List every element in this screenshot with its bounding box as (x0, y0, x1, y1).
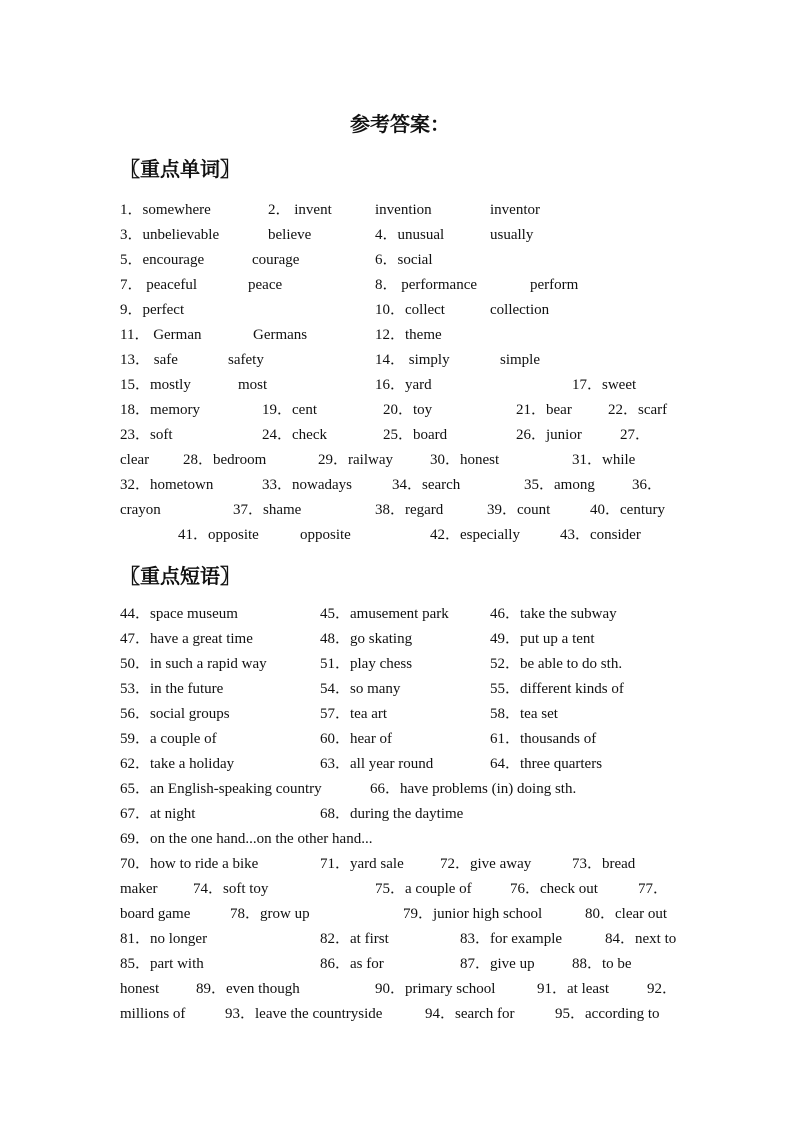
list-row (0, 223, 800, 247)
list-item: most (238, 377, 268, 393)
list-row (0, 702, 800, 726)
list-item: 62．take a holiday (120, 756, 235, 772)
list-item: 27． (620, 427, 651, 443)
list-item: clear (120, 452, 150, 468)
list-item: 77． (638, 881, 669, 897)
list-row (0, 627, 800, 651)
list-row (0, 952, 800, 976)
list-item: 26．junior (516, 427, 582, 443)
list-item: 63．all year round (320, 756, 434, 772)
list-item: 43．consider (560, 527, 641, 543)
list-row (0, 348, 800, 372)
list-row (0, 1002, 800, 1026)
list-row (0, 198, 800, 222)
list-row (0, 523, 800, 547)
list-item: 15．mostly (120, 377, 191, 393)
list-item: 36． (632, 477, 663, 493)
list-item: 57．tea art (320, 706, 388, 722)
list-item: 14． simply (375, 352, 450, 368)
list-item: 68．during the daytime (320, 806, 464, 822)
list-item: 64．three quarters (490, 756, 603, 772)
list-item: 74．soft toy (193, 881, 269, 897)
list-item: 58．tea set (490, 706, 558, 722)
list-item: 44．space museum (120, 606, 238, 622)
list-item: millions of (120, 1006, 186, 1022)
list-item: 92． (647, 981, 678, 997)
list-item: 48．go skating (320, 631, 413, 647)
list-item: 21．bear (516, 402, 572, 418)
list-row (0, 877, 800, 901)
list-row (0, 323, 800, 347)
list-item: 89．even though (196, 981, 300, 997)
list-row (0, 448, 800, 472)
list-item: 9．perfect (120, 302, 185, 318)
list-item: collection (490, 302, 550, 318)
list-item: 2． invent (268, 202, 332, 218)
list-item: 28．bedroom (183, 452, 267, 468)
list-item: 29．railway (318, 452, 393, 468)
list-item: 49．put up a tent (490, 631, 595, 647)
list-row (0, 423, 800, 447)
list-item: 73．bread (572, 856, 636, 872)
list-item: 8． performance (375, 277, 478, 293)
list-row (0, 977, 800, 1001)
list-item: peace (248, 277, 283, 293)
list-item: 60．hear of (320, 731, 393, 747)
list-item: 72．give away (440, 856, 532, 872)
list-item: 75．a couple of (375, 881, 472, 897)
list-item: 10．collect (375, 302, 445, 318)
list-row (0, 602, 800, 626)
section-heading-key-words: 〖重点单词〗 (120, 157, 240, 181)
list-item: 5．encourage (120, 252, 205, 268)
list-item: 41．opposite (178, 527, 259, 543)
list-item: safety (228, 352, 264, 368)
list-item: 24．check (262, 427, 327, 443)
section-heading-key-phrases: 〖重点短语〗 (120, 564, 240, 588)
list-row (0, 248, 800, 272)
list-item: crayon (120, 502, 161, 518)
list-item: 30．honest (430, 452, 500, 468)
list-row (0, 273, 800, 297)
list-item: 53．in the future (120, 681, 224, 697)
list-row (0, 827, 800, 851)
list-item: 35．among (524, 477, 595, 493)
list-item: 87．give up (460, 956, 535, 972)
list-item: 42．especially (430, 527, 520, 543)
list-item: 40．century (590, 502, 665, 518)
list-item: 1．somewhere (120, 202, 211, 218)
list-item: 82．at first (320, 931, 389, 947)
list-row (0, 927, 800, 951)
list-item: 95．according to (555, 1006, 660, 1022)
list-item: 19．cent (262, 402, 317, 418)
list-item: 33．nowadays (262, 477, 352, 493)
list-item: 84．next to (605, 931, 677, 947)
list-item: 55．different kinds of (490, 681, 624, 697)
list-item: 11． German (120, 327, 202, 343)
list-item: 86．as for (320, 956, 384, 972)
list-item: 13． safe (120, 352, 178, 368)
list-item: perform (530, 277, 579, 293)
list-item: 71．yard sale (320, 856, 404, 872)
list-item: 4．unusual (375, 227, 445, 243)
list-item: 18．memory (120, 402, 200, 418)
list-item: 67．at night (120, 806, 196, 822)
list-item: 12．theme (375, 327, 442, 343)
list-item: Germans (253, 327, 308, 343)
list-item: 37．shame (233, 502, 302, 518)
list-item: 85．part with (120, 956, 204, 972)
list-item: 61．thousands of (490, 731, 597, 747)
list-row (0, 473, 800, 497)
list-item: 31．while (572, 452, 636, 468)
list-row (0, 652, 800, 676)
list-item: 22．scarf (608, 402, 668, 418)
list-item: 46．take the subway (490, 606, 617, 622)
list-item: invention (375, 202, 432, 218)
list-row (0, 727, 800, 751)
list-item: 16．yard (375, 377, 432, 393)
list-row (0, 802, 800, 826)
list-item: 88．to be (572, 956, 632, 972)
list-item: 80．clear out (585, 906, 668, 922)
list-item: 79．junior high school (403, 906, 543, 922)
list-item: believe (268, 227, 312, 243)
list-item: 78．grow up (230, 906, 310, 922)
list-row (0, 298, 800, 322)
list-row (0, 398, 800, 422)
list-item: board game (120, 906, 191, 922)
list-row (0, 777, 800, 801)
list-item: 51．play chess (320, 656, 413, 672)
list-item: 17．sweet (572, 377, 637, 393)
list-item: 94．search for (425, 1006, 515, 1022)
list-item: 6．social (375, 252, 433, 268)
list-item: 39．count (487, 502, 551, 518)
list-item: 52．be able to do sth. (490, 656, 623, 672)
list-item: 50．in such a rapid way (120, 656, 267, 672)
list-item: 47．have a great time (120, 631, 253, 647)
list-item: courage (252, 252, 300, 268)
list-item: 23．soft (120, 427, 173, 443)
list-item: 34．search (392, 477, 461, 493)
list-item: honest (120, 981, 160, 997)
list-item: 45．amusement park (320, 606, 449, 622)
list-row (0, 677, 800, 701)
list-item: 93．leave the countryside (225, 1006, 383, 1022)
list-item: 69．on the one hand...on the other hand... (120, 831, 373, 847)
list-item: inventor (490, 202, 540, 218)
list-item: 66．have problems (in) doing sth. (370, 781, 577, 797)
list-item: 83．for example (460, 931, 563, 947)
list-item: 7． peaceful (120, 277, 198, 293)
list-item: 3．unbelievable (120, 227, 220, 243)
list-row (0, 902, 800, 926)
list-item: maker (120, 881, 158, 897)
list-row (0, 852, 800, 876)
list-item: simple (500, 352, 540, 368)
list-item: 20．toy (383, 402, 433, 418)
list-item: opposite (300, 527, 351, 543)
list-item: 59．a couple of (120, 731, 217, 747)
list-row (0, 498, 800, 522)
list-item: usually (490, 227, 534, 243)
list-item: 65．an English-speaking country (120, 781, 322, 797)
list-row (0, 752, 800, 776)
list-item: 56．social groups (120, 706, 230, 722)
list-item: 70．how to ride a bike (120, 856, 259, 872)
list-item: 81．no longer (120, 931, 208, 947)
list-item: 54．so many (320, 681, 401, 697)
list-item: 38．regard (375, 502, 444, 518)
list-item: 76．check out (510, 881, 598, 897)
list-item: 25．board (383, 427, 448, 443)
list-item: 91．at least (537, 981, 610, 997)
page-title: 参考答案： (350, 112, 450, 136)
list-item: 32．hometown (120, 477, 214, 493)
list-row (0, 373, 800, 397)
list-item: 90．primary school (375, 981, 496, 997)
